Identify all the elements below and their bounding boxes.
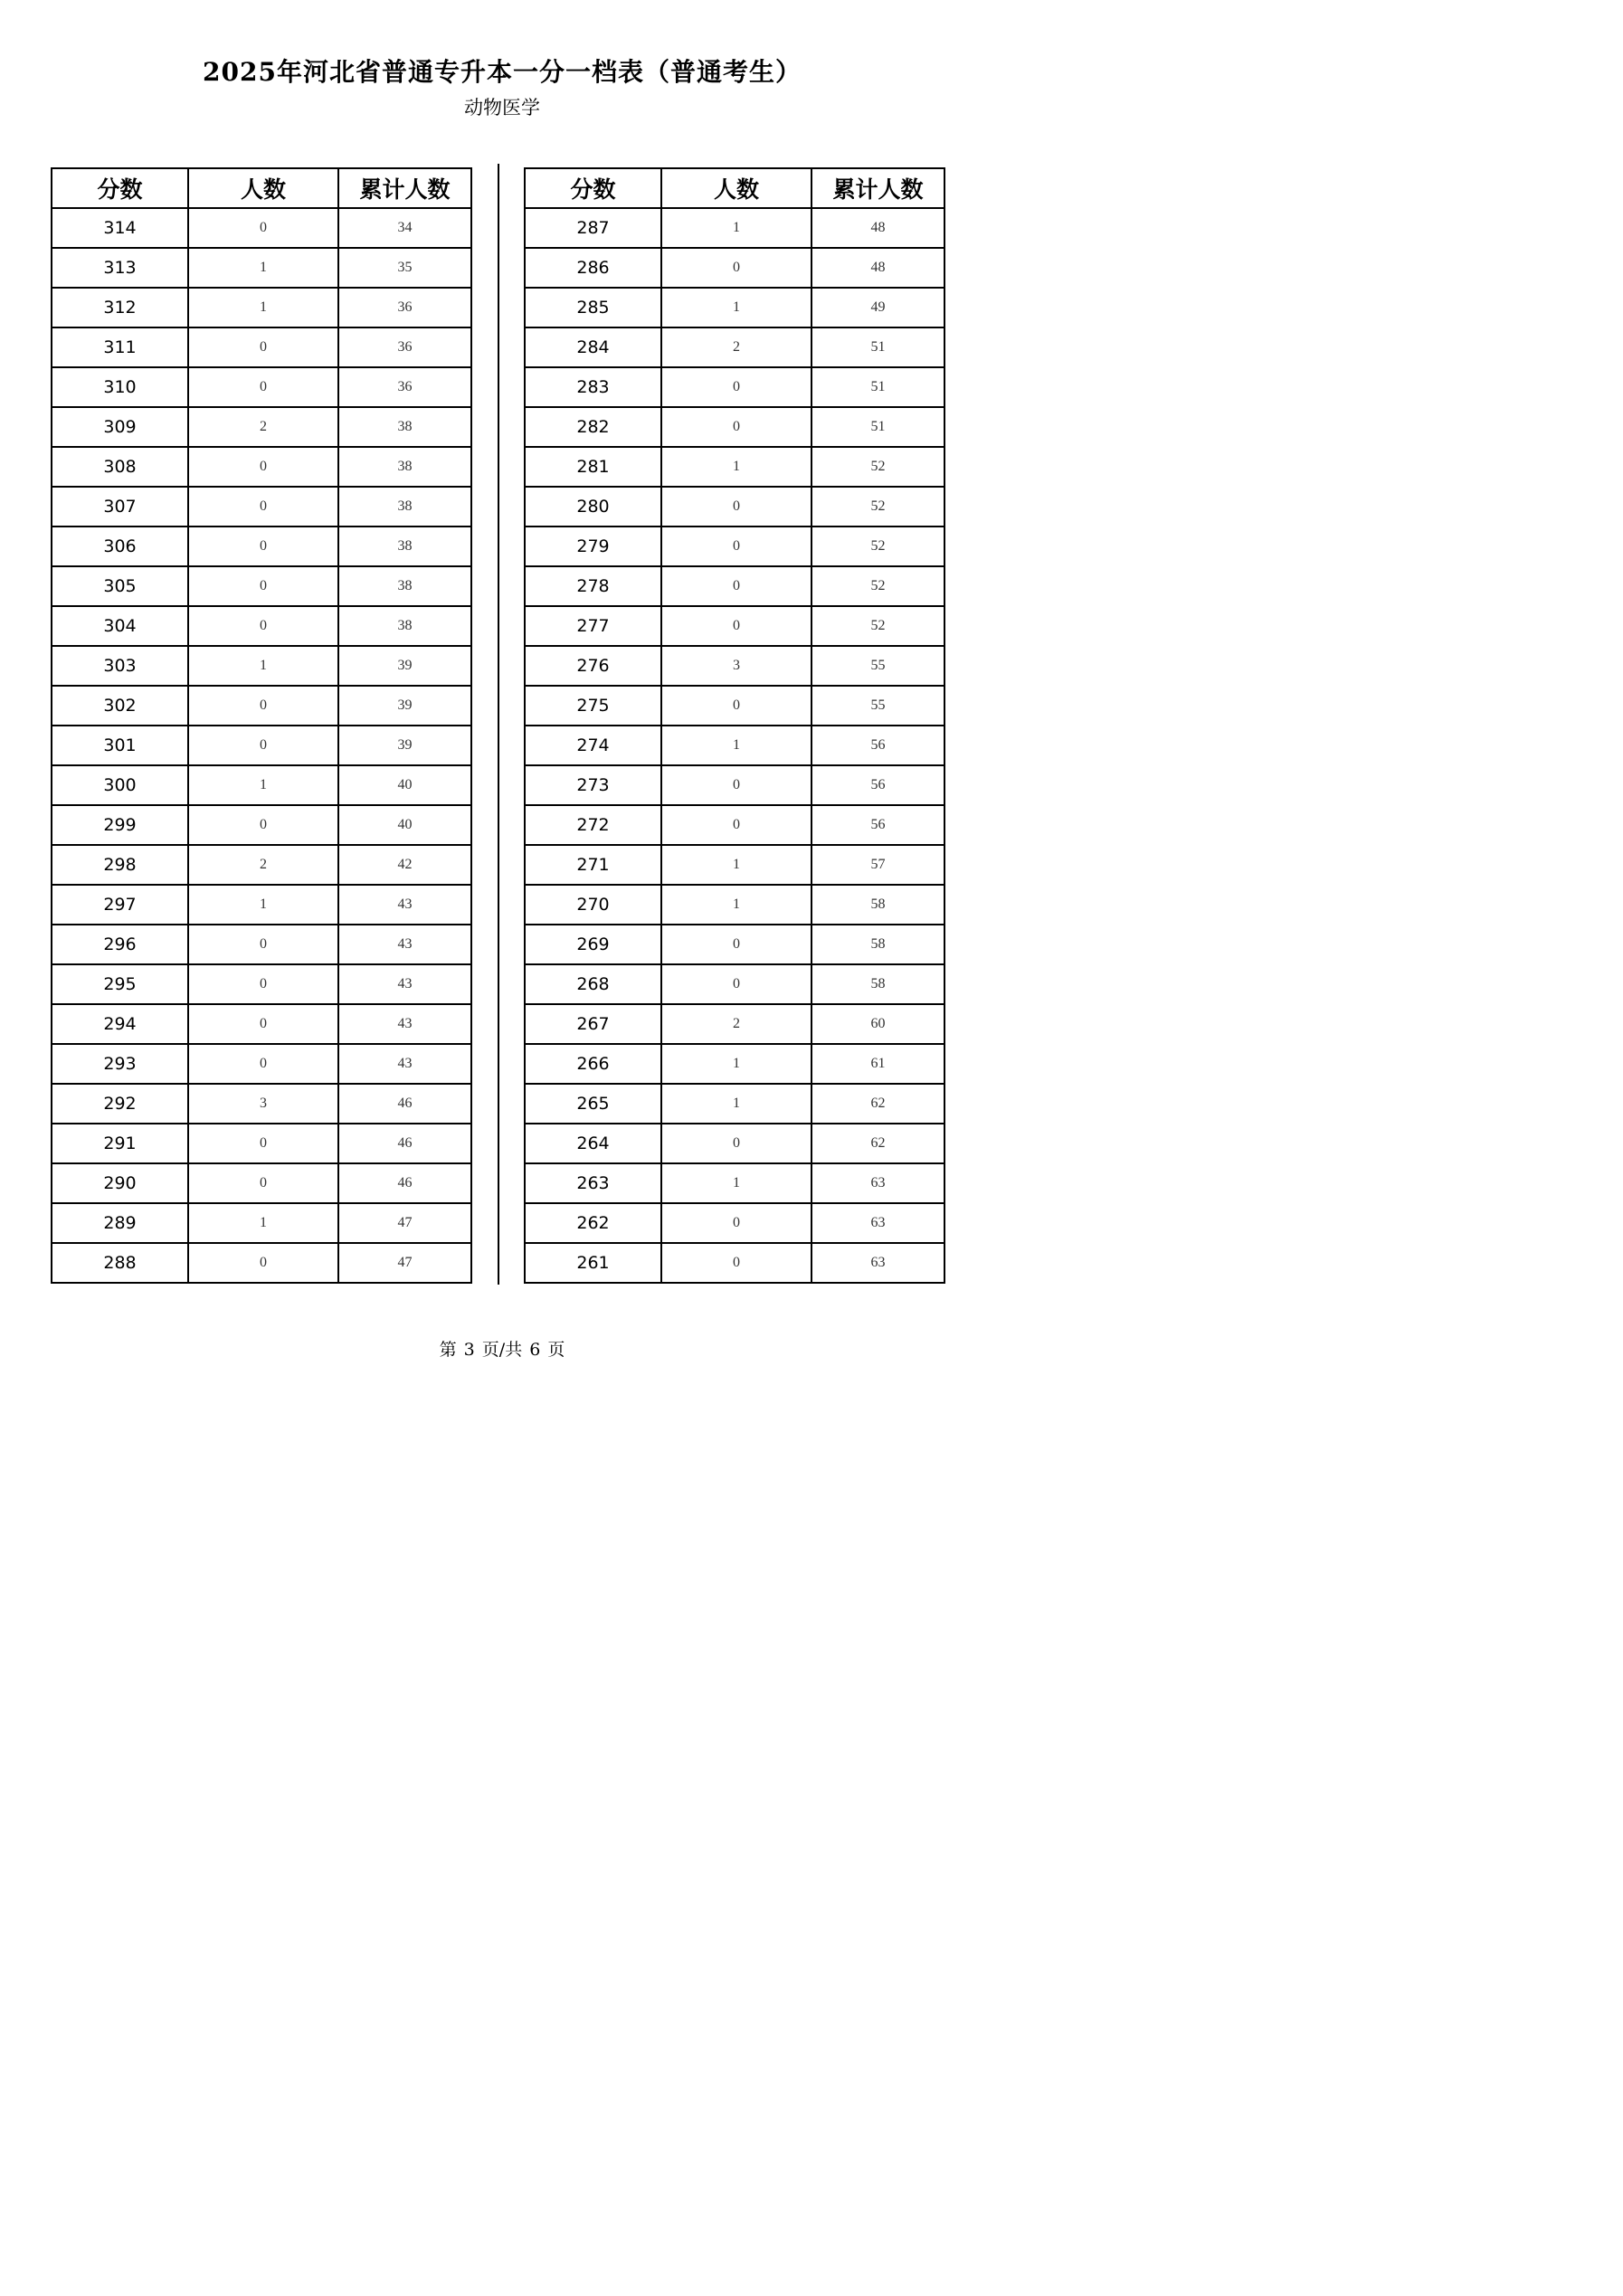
cumulative-cell: 38 bbox=[338, 407, 471, 447]
cumulative-cell: 36 bbox=[338, 327, 471, 367]
table-row bbox=[52, 1044, 471, 1084]
count-cell: 0 bbox=[661, 527, 812, 566]
count-cell: 1 bbox=[661, 885, 812, 925]
count-cell: 0 bbox=[188, 726, 338, 765]
score-cell: 291 bbox=[52, 1124, 188, 1163]
cumulative-cell: 55 bbox=[812, 686, 944, 726]
table-row bbox=[52, 646, 471, 686]
score-cell: 298 bbox=[52, 845, 188, 885]
score-cell: 273 bbox=[525, 765, 661, 805]
count-cell: 1 bbox=[661, 726, 812, 765]
score-cell: 289 bbox=[52, 1203, 188, 1243]
score-table-left bbox=[51, 167, 472, 1284]
table-row bbox=[525, 1004, 944, 1044]
cumulative-cell: 47 bbox=[338, 1243, 471, 1283]
table-row bbox=[52, 327, 471, 367]
score-cell: 280 bbox=[525, 487, 661, 527]
cumulative-cell: 52 bbox=[812, 566, 944, 606]
score-cell: 261 bbox=[525, 1243, 661, 1283]
table-row bbox=[525, 407, 944, 447]
table-row bbox=[52, 885, 471, 925]
table-row bbox=[52, 527, 471, 566]
cumulative-cell: 57 bbox=[812, 845, 944, 885]
table-row bbox=[525, 1243, 944, 1283]
page-footer: 第 3 页/共 6 页 bbox=[439, 1340, 565, 1360]
count-cell: 0 bbox=[661, 1124, 812, 1163]
count-cell: 2 bbox=[188, 845, 338, 885]
table-row bbox=[52, 925, 471, 964]
table-row bbox=[525, 208, 944, 248]
score-cell: 281 bbox=[525, 447, 661, 487]
document-title: 2025年河北省普通专升本一分一档表（普通考生） bbox=[203, 57, 802, 87]
count-cell: 0 bbox=[661, 925, 812, 964]
cumulative-cell: 38 bbox=[338, 527, 471, 566]
count-cell: 1 bbox=[661, 845, 812, 885]
count-cell: 0 bbox=[661, 248, 812, 288]
count-cell: 0 bbox=[661, 1203, 812, 1243]
score-cell: 270 bbox=[525, 885, 661, 925]
count-cell: 1 bbox=[661, 447, 812, 487]
score-cell: 267 bbox=[525, 1004, 661, 1044]
cumulative-cell: 48 bbox=[812, 248, 944, 288]
table-row bbox=[52, 367, 471, 407]
score-cell: 262 bbox=[525, 1203, 661, 1243]
document-page bbox=[0, 0, 1004, 1420]
cumulative-cell: 52 bbox=[812, 487, 944, 527]
count-cell: 0 bbox=[661, 765, 812, 805]
table-row bbox=[52, 805, 471, 845]
cumulative-cell: 34 bbox=[338, 208, 471, 248]
score-cell: 302 bbox=[52, 686, 188, 726]
count-cell: 1 bbox=[661, 1084, 812, 1124]
table-row bbox=[52, 1084, 471, 1124]
score-cell: 269 bbox=[525, 925, 661, 964]
cumulative-cell: 36 bbox=[338, 288, 471, 327]
table-row bbox=[52, 964, 471, 1004]
score-cell: 278 bbox=[525, 566, 661, 606]
count-cell: 0 bbox=[661, 367, 812, 407]
table-row bbox=[52, 686, 471, 726]
cumulative-cell: 51 bbox=[812, 367, 944, 407]
cumulative-cell: 47 bbox=[338, 1203, 471, 1243]
score-cell: 301 bbox=[52, 726, 188, 765]
cumulative-cell: 38 bbox=[338, 606, 471, 646]
table-row bbox=[525, 527, 944, 566]
count-cell: 1 bbox=[188, 885, 338, 925]
count-cell: 2 bbox=[188, 407, 338, 447]
table-row bbox=[52, 407, 471, 447]
count-cell: 0 bbox=[188, 925, 338, 964]
cumulative-cell: 60 bbox=[812, 1004, 944, 1044]
count-cell: 0 bbox=[188, 1044, 338, 1084]
cumulative-cell: 35 bbox=[338, 248, 471, 288]
count-cell: 0 bbox=[188, 527, 338, 566]
score-cell: 311 bbox=[52, 327, 188, 367]
score-cell: 275 bbox=[525, 686, 661, 726]
score-cell: 313 bbox=[52, 248, 188, 288]
score-cell: 309 bbox=[52, 407, 188, 447]
score-cell: 277 bbox=[525, 606, 661, 646]
cumulative-cell: 56 bbox=[812, 805, 944, 845]
cumulative-cell: 43 bbox=[338, 925, 471, 964]
score-cell: 284 bbox=[525, 327, 661, 367]
cumulative-cell: 43 bbox=[338, 1004, 471, 1044]
table-row bbox=[525, 1203, 944, 1243]
cumulative-cell: 39 bbox=[338, 726, 471, 765]
table-row bbox=[52, 288, 471, 327]
cumulative-cell: 58 bbox=[812, 925, 944, 964]
cumulative-cell: 43 bbox=[338, 964, 471, 1004]
count-cell: 0 bbox=[188, 1243, 338, 1283]
count-cell: 0 bbox=[188, 1124, 338, 1163]
score-cell: 307 bbox=[52, 487, 188, 527]
table-row bbox=[52, 1124, 471, 1163]
table-row bbox=[525, 447, 944, 487]
score-cell: 271 bbox=[525, 845, 661, 885]
count-cell: 1 bbox=[661, 288, 812, 327]
cumulative-cell: 49 bbox=[812, 288, 944, 327]
score-cell: 299 bbox=[52, 805, 188, 845]
score-cell: 288 bbox=[52, 1243, 188, 1283]
count-cell: 2 bbox=[661, 1004, 812, 1044]
cumulative-cell: 43 bbox=[338, 1044, 471, 1084]
cumulative-cell: 51 bbox=[812, 327, 944, 367]
score-cell: 294 bbox=[52, 1004, 188, 1044]
cumulative-cell: 38 bbox=[338, 447, 471, 487]
count-cell: 0 bbox=[188, 327, 338, 367]
cumulative-cell: 62 bbox=[812, 1084, 944, 1124]
count-cell: 0 bbox=[188, 1163, 338, 1203]
header-cumulative: 累计人数 bbox=[812, 168, 944, 208]
count-cell: 0 bbox=[188, 686, 338, 726]
score-cell: 272 bbox=[525, 805, 661, 845]
count-cell: 0 bbox=[188, 208, 338, 248]
table-header-row bbox=[525, 168, 944, 208]
count-cell: 1 bbox=[661, 1044, 812, 1084]
score-cell: 312 bbox=[52, 288, 188, 327]
cumulative-cell: 38 bbox=[338, 487, 471, 527]
count-cell: 0 bbox=[661, 407, 812, 447]
cumulative-cell: 51 bbox=[812, 407, 944, 447]
table-row bbox=[52, 487, 471, 527]
count-cell: 0 bbox=[661, 964, 812, 1004]
cumulative-cell: 52 bbox=[812, 447, 944, 487]
count-cell: 0 bbox=[188, 805, 338, 845]
count-cell: 0 bbox=[661, 487, 812, 527]
score-cell: 305 bbox=[52, 566, 188, 606]
count-cell: 3 bbox=[188, 1084, 338, 1124]
cumulative-cell: 58 bbox=[812, 964, 944, 1004]
table-row bbox=[52, 248, 471, 288]
table-row bbox=[52, 726, 471, 765]
score-cell: 268 bbox=[525, 964, 661, 1004]
table-row bbox=[52, 1203, 471, 1243]
score-cell: 285 bbox=[525, 288, 661, 327]
cumulative-cell: 62 bbox=[812, 1124, 944, 1163]
table-row bbox=[525, 646, 944, 686]
count-cell: 0 bbox=[188, 1004, 338, 1044]
cumulative-cell: 46 bbox=[338, 1124, 471, 1163]
count-cell: 0 bbox=[661, 686, 812, 726]
header-score: 分数 bbox=[525, 168, 661, 208]
score-cell: 274 bbox=[525, 726, 661, 765]
count-cell: 1 bbox=[188, 1203, 338, 1243]
table-row bbox=[52, 1163, 471, 1203]
cumulative-cell: 63 bbox=[812, 1203, 944, 1243]
score-cell: 283 bbox=[525, 367, 661, 407]
table-row bbox=[525, 487, 944, 527]
cumulative-cell: 36 bbox=[338, 367, 471, 407]
score-table-right bbox=[524, 167, 945, 1284]
count-cell: 0 bbox=[188, 447, 338, 487]
cumulative-cell: 58 bbox=[812, 885, 944, 925]
table-row bbox=[525, 248, 944, 288]
count-cell: 0 bbox=[188, 566, 338, 606]
table-row bbox=[52, 566, 471, 606]
table-row bbox=[525, 845, 944, 885]
table-row bbox=[525, 885, 944, 925]
cumulative-cell: 39 bbox=[338, 646, 471, 686]
table-row bbox=[52, 606, 471, 646]
score-cell: 263 bbox=[525, 1163, 661, 1203]
score-cell: 297 bbox=[52, 885, 188, 925]
table-row bbox=[525, 726, 944, 765]
score-cell: 279 bbox=[525, 527, 661, 566]
score-cell: 295 bbox=[52, 964, 188, 1004]
header-cumulative: 累计人数 bbox=[338, 168, 471, 208]
score-cell: 265 bbox=[525, 1084, 661, 1124]
count-cell: 1 bbox=[188, 765, 338, 805]
count-cell: 1 bbox=[188, 646, 338, 686]
score-cell: 293 bbox=[52, 1044, 188, 1084]
table-row bbox=[52, 1243, 471, 1283]
score-cell: 290 bbox=[52, 1163, 188, 1203]
count-cell: 1 bbox=[661, 208, 812, 248]
count-cell: 1 bbox=[661, 1163, 812, 1203]
score-cell: 303 bbox=[52, 646, 188, 686]
count-cell: 0 bbox=[188, 487, 338, 527]
header-score: 分数 bbox=[52, 168, 188, 208]
count-cell: 2 bbox=[661, 327, 812, 367]
table-row bbox=[525, 925, 944, 964]
score-cell: 308 bbox=[52, 447, 188, 487]
column-divider bbox=[498, 164, 499, 1285]
cumulative-cell: 63 bbox=[812, 1243, 944, 1283]
cumulative-cell: 56 bbox=[812, 726, 944, 765]
score-cell: 306 bbox=[52, 527, 188, 566]
cumulative-cell: 40 bbox=[338, 765, 471, 805]
score-cell: 264 bbox=[525, 1124, 661, 1163]
table-row bbox=[525, 1124, 944, 1163]
cumulative-cell: 43 bbox=[338, 885, 471, 925]
score-cell: 304 bbox=[52, 606, 188, 646]
score-cell: 287 bbox=[525, 208, 661, 248]
table-row bbox=[525, 1163, 944, 1203]
score-cell: 276 bbox=[525, 646, 661, 686]
table-row bbox=[525, 765, 944, 805]
count-cell: 0 bbox=[661, 805, 812, 845]
score-cell: 286 bbox=[525, 248, 661, 288]
score-cell: 282 bbox=[525, 407, 661, 447]
cumulative-cell: 40 bbox=[338, 805, 471, 845]
score-cell: 310 bbox=[52, 367, 188, 407]
table-row bbox=[52, 208, 471, 248]
table-row bbox=[525, 1044, 944, 1084]
cumulative-cell: 38 bbox=[338, 566, 471, 606]
table-row bbox=[525, 367, 944, 407]
cumulative-cell: 61 bbox=[812, 1044, 944, 1084]
score-cell: 296 bbox=[52, 925, 188, 964]
table-row bbox=[525, 606, 944, 646]
count-cell: 1 bbox=[188, 248, 338, 288]
score-cell: 266 bbox=[525, 1044, 661, 1084]
table-header-row bbox=[52, 168, 471, 208]
table-row bbox=[525, 327, 944, 367]
cumulative-cell: 55 bbox=[812, 646, 944, 686]
document-subtitle: 动物医学 bbox=[464, 97, 540, 119]
count-cell: 0 bbox=[188, 606, 338, 646]
count-cell: 0 bbox=[661, 566, 812, 606]
count-cell: 0 bbox=[661, 606, 812, 646]
count-cell: 0 bbox=[188, 964, 338, 1004]
table-row bbox=[525, 805, 944, 845]
cumulative-cell: 52 bbox=[812, 606, 944, 646]
table-row bbox=[52, 765, 471, 805]
score-cell: 300 bbox=[52, 765, 188, 805]
count-cell: 1 bbox=[188, 288, 338, 327]
cumulative-cell: 63 bbox=[812, 1163, 944, 1203]
cumulative-cell: 39 bbox=[338, 686, 471, 726]
count-cell: 3 bbox=[661, 646, 812, 686]
cumulative-cell: 52 bbox=[812, 527, 944, 566]
table-row bbox=[52, 845, 471, 885]
table-row bbox=[525, 1084, 944, 1124]
cumulative-cell: 56 bbox=[812, 765, 944, 805]
header-count: 人数 bbox=[661, 168, 812, 208]
table-row bbox=[52, 1004, 471, 1044]
count-cell: 0 bbox=[661, 1243, 812, 1283]
table-row bbox=[525, 288, 944, 327]
count-cell: 0 bbox=[188, 367, 338, 407]
table-row bbox=[525, 964, 944, 1004]
cumulative-cell: 42 bbox=[338, 845, 471, 885]
cumulative-cell: 46 bbox=[338, 1163, 471, 1203]
table-row bbox=[52, 447, 471, 487]
score-cell: 292 bbox=[52, 1084, 188, 1124]
score-cell: 314 bbox=[52, 208, 188, 248]
header-count: 人数 bbox=[188, 168, 338, 208]
cumulative-cell: 48 bbox=[812, 208, 944, 248]
cumulative-cell: 46 bbox=[338, 1084, 471, 1124]
table-row bbox=[525, 686, 944, 726]
table-row bbox=[525, 566, 944, 606]
